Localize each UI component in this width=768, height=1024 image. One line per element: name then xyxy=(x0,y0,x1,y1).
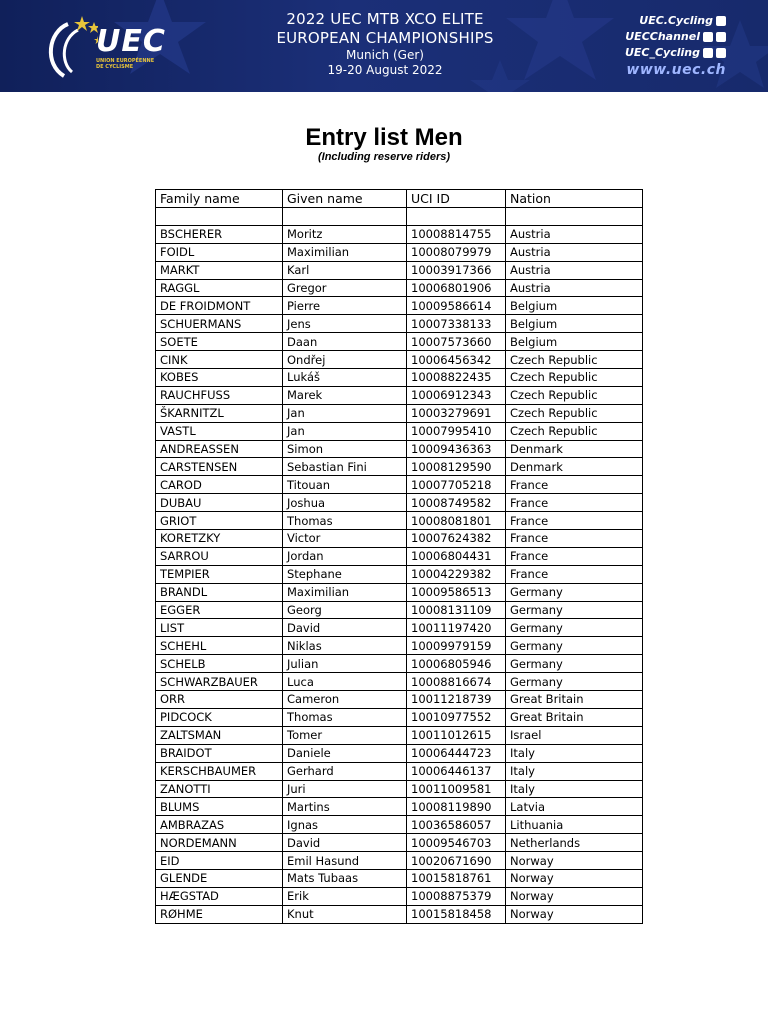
nation-cell: Norway xyxy=(506,869,643,887)
uci-id-cell: 10008119890 xyxy=(407,798,506,816)
nation-cell: France xyxy=(506,512,643,530)
given-name-cell: Karl xyxy=(283,261,407,279)
family-name-cell: MARKT xyxy=(156,261,283,279)
event-dates: 19-20 August 2022 xyxy=(327,63,443,77)
social-links xyxy=(576,13,726,79)
nation-cell: Belgium xyxy=(506,297,643,315)
table-row xyxy=(156,708,643,726)
nation-cell: Germany xyxy=(506,637,643,655)
uci-id-cell: 10007338133 xyxy=(407,315,506,333)
given-name-cell: Jens xyxy=(283,315,407,333)
nation-cell: Germany xyxy=(506,601,643,619)
header-uci-id: UCI ID xyxy=(407,190,506,208)
table-row xyxy=(156,816,643,834)
table-row xyxy=(156,208,643,226)
nation-cell: France xyxy=(506,547,643,565)
family-name-cell: CARSTENSEN xyxy=(156,458,283,476)
given-name-cell: Niklas xyxy=(283,637,407,655)
uci-id-cell: 10011012615 xyxy=(407,726,506,744)
family-name-cell: CINK xyxy=(156,351,283,369)
family-name-cell: EGGER xyxy=(156,601,283,619)
family-name-cell: SCHWARZBAUER xyxy=(156,673,283,691)
nation-cell xyxy=(506,208,643,226)
nation-cell: Netherlands xyxy=(506,834,643,852)
nation-cell: Denmark xyxy=(506,440,643,458)
table-row xyxy=(156,440,643,458)
nation-cell: Austria xyxy=(506,279,643,297)
youtube-icon xyxy=(703,32,713,42)
family-name-cell: DUBAU xyxy=(156,494,283,512)
table-row xyxy=(156,261,643,279)
nation-cell: Austria xyxy=(506,225,643,243)
nation-cell: Czech Republic xyxy=(506,386,643,404)
uci-id-cell: 10008816674 xyxy=(407,673,506,691)
nation-cell: Germany xyxy=(506,673,643,691)
given-name-cell: Ignas xyxy=(283,816,407,834)
given-name-cell: Erik xyxy=(283,887,407,905)
uci-id-cell: 10004229382 xyxy=(407,565,506,583)
nation-cell: Germany xyxy=(506,655,643,673)
table-row xyxy=(156,869,643,887)
uci-id-cell: 10008749582 xyxy=(407,494,506,512)
family-name-cell: FOIDL xyxy=(156,243,283,261)
given-name-cell: Luca xyxy=(283,673,407,691)
given-name-cell: Stephane xyxy=(283,565,407,583)
uci-id-cell: 10007624382 xyxy=(407,530,506,548)
social-facebook xyxy=(576,13,726,29)
table-row xyxy=(156,530,643,548)
given-name-cell: Sebastian Fini xyxy=(283,458,407,476)
uci-id-cell: 10011218739 xyxy=(407,691,506,709)
uci-id-cell: 10007995410 xyxy=(407,422,506,440)
social-youtube xyxy=(576,29,726,45)
family-name-cell: ANDREASSEN xyxy=(156,440,283,458)
table-row xyxy=(156,583,643,601)
table-row xyxy=(156,315,643,333)
table-row xyxy=(156,905,643,923)
nation-cell: Norway xyxy=(506,852,643,870)
event-title-block xyxy=(240,10,530,78)
family-name-cell: SCHELB xyxy=(156,655,283,673)
nation-cell: Czech Republic xyxy=(506,351,643,369)
uci-id-cell: 10009979159 xyxy=(407,637,506,655)
given-name-cell: Maximilian xyxy=(283,243,407,261)
uci-id-cell: 10036586057 xyxy=(407,816,506,834)
uci-id-cell: 10006804431 xyxy=(407,547,506,565)
nation-cell: Norway xyxy=(506,887,643,905)
given-name-cell: Knut xyxy=(283,905,407,923)
nation-cell: Czech Republic xyxy=(506,369,643,387)
given-name-cell: David xyxy=(283,619,407,637)
given-name-cell: Emil Hasund xyxy=(283,852,407,870)
nation-cell: Belgium xyxy=(506,333,643,351)
table-row xyxy=(156,512,643,530)
table-row xyxy=(156,225,643,243)
uci-id-cell: 10006456342 xyxy=(407,351,506,369)
uci-id-cell: 10008822435 xyxy=(407,369,506,387)
table-row xyxy=(156,476,643,494)
logo-subtitle: UNION EUROPÉENNE DE CYCLISME xyxy=(96,58,155,70)
given-name-cell: Moritz xyxy=(283,225,407,243)
nation-cell: Italy xyxy=(506,780,643,798)
uci-id-cell: 10006801906 xyxy=(407,279,506,297)
event-line-2: EUROPEAN CHAMPIONSHIPS xyxy=(276,29,494,47)
nation-cell: Germany xyxy=(506,619,643,637)
table-row xyxy=(156,243,643,261)
family-name-cell: KORETZKY xyxy=(156,530,283,548)
family-name-cell: SCHEHL xyxy=(156,637,283,655)
table-row xyxy=(156,637,643,655)
uci-id-cell: 10006805946 xyxy=(407,655,506,673)
table-row xyxy=(156,726,643,744)
uci-id-cell: 10006912343 xyxy=(407,386,506,404)
family-name-cell: ZALTSMAN xyxy=(156,726,283,744)
entry-list-table xyxy=(155,189,643,924)
given-name-cell: Georg xyxy=(283,601,407,619)
table-row xyxy=(156,655,643,673)
given-name-cell: Maximilian xyxy=(283,583,407,601)
twitter-icon xyxy=(703,48,713,58)
uci-id-cell: 10008081801 xyxy=(407,512,506,530)
given-name-cell: David xyxy=(283,834,407,852)
uci-id-cell: 10007573660 xyxy=(407,333,506,351)
given-name-cell: Gregor xyxy=(283,279,407,297)
logo-emblem-icon xyxy=(38,12,98,82)
given-name-cell: Thomas xyxy=(283,512,407,530)
family-name-cell: ŠKARNITZL xyxy=(156,404,283,422)
family-name-cell: ZANOTTI xyxy=(156,780,283,798)
table-row xyxy=(156,673,643,691)
header-banner xyxy=(0,0,768,92)
family-name-cell: VASTL xyxy=(156,422,283,440)
nation-cell: Latvia xyxy=(506,798,643,816)
table-row xyxy=(156,601,643,619)
uci-id-cell: 10015818761 xyxy=(407,869,506,887)
header-given-name: Given name xyxy=(283,190,407,208)
uci-id-cell: 10011197420 xyxy=(407,619,506,637)
social-handle: UECChannel xyxy=(625,30,700,43)
table-row xyxy=(156,404,643,422)
family-name-cell: RAUCHFUSS xyxy=(156,386,283,404)
family-name-cell: BRANDL xyxy=(156,583,283,601)
uci-id-cell: 10007705218 xyxy=(407,476,506,494)
header-family-name: Family name xyxy=(156,190,283,208)
given-name-cell: Julian xyxy=(283,655,407,673)
nation-cell: Czech Republic xyxy=(506,404,643,422)
uci-id-cell: 10020671690 xyxy=(407,852,506,870)
nation-cell: Denmark xyxy=(506,458,643,476)
page-title: Entry list Men xyxy=(305,124,463,151)
given-name-cell: Gerhard xyxy=(283,762,407,780)
event-location: Munich (Ger) xyxy=(346,48,424,62)
uci-id-cell: 10009546703 xyxy=(407,834,506,852)
logo-wordmark: UEC xyxy=(96,24,166,59)
table-row xyxy=(156,780,643,798)
instagram-icon xyxy=(716,48,726,58)
nation-cell: France xyxy=(506,494,643,512)
family-name-cell: LIST xyxy=(156,619,283,637)
family-name-cell: TEMPIER xyxy=(156,565,283,583)
social-handle: UEC.Cycling xyxy=(639,14,713,27)
table-row xyxy=(156,852,643,870)
given-name-cell: Simon xyxy=(283,440,407,458)
facebook-icon xyxy=(716,16,726,26)
family-name-cell: CAROD xyxy=(156,476,283,494)
nation-cell: France xyxy=(506,476,643,494)
event-line-1: 2022 UEC MTB XCO ELITE xyxy=(286,10,484,28)
table-row xyxy=(156,494,643,512)
family-name-cell: NORDEMANN xyxy=(156,834,283,852)
uci-id-cell: 10009436363 xyxy=(407,440,506,458)
table-row xyxy=(156,386,643,404)
given-name-cell: Jordan xyxy=(283,547,407,565)
given-name-cell: Jan xyxy=(283,404,407,422)
family-name-cell: BLUMS xyxy=(156,798,283,816)
table-row xyxy=(156,691,643,709)
table-row xyxy=(156,458,643,476)
nation-cell: Germany xyxy=(506,583,643,601)
uci-id-cell: 10006446137 xyxy=(407,762,506,780)
family-name-cell: GRIOT xyxy=(156,512,283,530)
given-name-cell: Ondřej xyxy=(283,351,407,369)
uci-id-cell: 10006444723 xyxy=(407,744,506,762)
uci-id-cell: 10009586614 xyxy=(407,297,506,315)
table-row xyxy=(156,351,643,369)
uci-id-cell: 10008079979 xyxy=(407,243,506,261)
table-row xyxy=(156,333,643,351)
nation-cell: Israel xyxy=(506,726,643,744)
table-row xyxy=(156,834,643,852)
nation-cell: Norway xyxy=(506,905,643,923)
family-name-cell: BSCHERER xyxy=(156,225,283,243)
given-name-cell: Cameron xyxy=(283,691,407,709)
table-row xyxy=(156,279,643,297)
nation-cell: Italy xyxy=(506,744,643,762)
uci-id-cell: 10008129590 xyxy=(407,458,506,476)
uci-id-cell: 10008814755 xyxy=(407,225,506,243)
nation-cell: Austria xyxy=(506,261,643,279)
family-name-cell: ORR xyxy=(156,691,283,709)
given-name-cell: Juri xyxy=(283,780,407,798)
family-name-cell: RAGGL xyxy=(156,279,283,297)
family-name-cell: GLENDE xyxy=(156,869,283,887)
family-name-cell: HÆGSTAD xyxy=(156,887,283,905)
nation-cell: France xyxy=(506,530,643,548)
table-row xyxy=(156,798,643,816)
family-name-cell: PIDCOCK xyxy=(156,708,283,726)
given-name-cell: Daniele xyxy=(283,744,407,762)
table-row xyxy=(156,565,643,583)
uci-id-cell: 10011009581 xyxy=(407,780,506,798)
given-name-cell: Mats Tubaas xyxy=(283,869,407,887)
given-name-cell: Lukáš xyxy=(283,369,407,387)
family-name-cell: SOETE xyxy=(156,333,283,351)
table-row xyxy=(156,887,643,905)
given-name-cell: Jan xyxy=(283,422,407,440)
nation-cell: Czech Republic xyxy=(506,422,643,440)
website-link: www.uec.ch xyxy=(626,62,726,78)
table-header-row xyxy=(156,190,643,208)
family-name-cell: EID xyxy=(156,852,283,870)
nation-cell: Italy xyxy=(506,762,643,780)
family-name-cell: KOBES xyxy=(156,369,283,387)
table-row xyxy=(156,369,643,387)
family-name-cell: BRAIDOT xyxy=(156,744,283,762)
header-nation: Nation xyxy=(506,190,643,208)
uci-id-cell: 10008131109 xyxy=(407,601,506,619)
given-name-cell: Martins xyxy=(283,798,407,816)
uci-id-cell: 10010977552 xyxy=(407,708,506,726)
table-row xyxy=(156,619,643,637)
given-name-cell: Marek xyxy=(283,386,407,404)
uci-id-cell xyxy=(407,208,506,226)
given-name-cell: Tomer xyxy=(283,726,407,744)
table-row xyxy=(156,422,643,440)
uci-id-cell: 10008875379 xyxy=(407,887,506,905)
nation-cell: Lithuania xyxy=(506,816,643,834)
family-name-cell xyxy=(156,208,283,226)
nation-cell: Great Britain xyxy=(506,691,643,709)
table-row xyxy=(156,297,643,315)
table-row xyxy=(156,762,643,780)
uci-id-cell: 10009586513 xyxy=(407,583,506,601)
nation-cell: Austria xyxy=(506,243,643,261)
given-name-cell: Titouan xyxy=(283,476,407,494)
given-name-cell xyxy=(283,208,407,226)
family-name-cell: KERSCHBAUMER xyxy=(156,762,283,780)
table-row xyxy=(156,547,643,565)
page-subtitle: (Including reserve riders) xyxy=(317,151,451,163)
nation-cell: Belgium xyxy=(506,315,643,333)
family-name-cell: DE FROIDMONT xyxy=(156,297,283,315)
family-name-cell: RØHME xyxy=(156,905,283,923)
uci-id-cell: 10003917366 xyxy=(407,261,506,279)
family-name-cell: AMBRAZAS xyxy=(156,816,283,834)
tiktok-icon xyxy=(716,32,726,42)
nation-cell: France xyxy=(506,565,643,583)
family-name-cell: SCHUERMANS xyxy=(156,315,283,333)
social-twitter xyxy=(576,45,726,61)
given-name-cell: Victor xyxy=(283,530,407,548)
given-name-cell: Pierre xyxy=(283,297,407,315)
social-handle: UEC_Cycling xyxy=(624,46,700,59)
uci-id-cell: 10015818458 xyxy=(407,905,506,923)
family-name-cell: SARROU xyxy=(156,547,283,565)
uci-id-cell: 10003279691 xyxy=(407,404,506,422)
given-name-cell: Joshua xyxy=(283,494,407,512)
given-name-cell: Daan xyxy=(283,333,407,351)
given-name-cell: Thomas xyxy=(283,708,407,726)
nation-cell: Great Britain xyxy=(506,708,643,726)
table-row xyxy=(156,744,643,762)
